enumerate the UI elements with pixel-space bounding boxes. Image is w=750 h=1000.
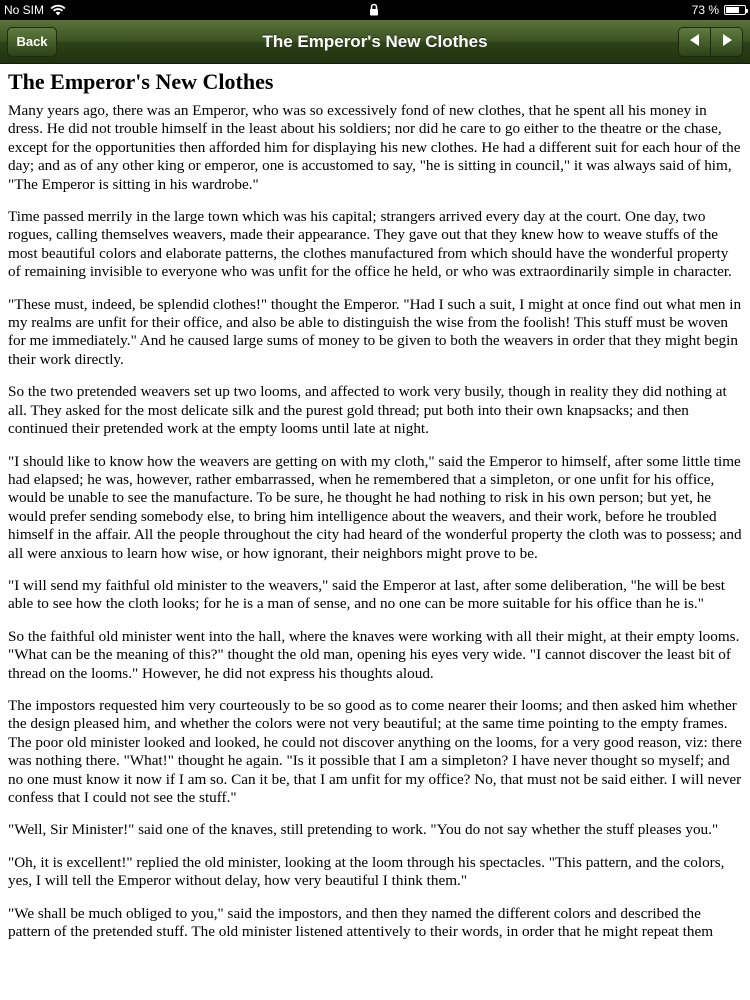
paragraph: So the two pretended weavers set up two looms, and affected to work very busily, though in reality they did nothing at all. They asked for the most delicate silk and the purest gold thread; put both into their own knapsacks; and then continued their pretended work at the empty looms until late at night. — [8, 383, 727, 438]
nav-title: The Emperor's New Clothes — [262, 32, 488, 51]
carrier-group — [4, 3, 66, 17]
wifi-icon — [50, 4, 66, 16]
paragraph: "Oh, it is excellent!" replied the old minister, looking at the loom through his spectacles. "This pattern, and the colors, yes, I will tell the Emperor without delay, how very beautiful I think them." — [8, 853, 725, 890]
paragraph: "I should like to know how the weavers are getting on with my cloth," said the Emperor to himself, after some little time had elapsed; he was, however, rather embarrassed, when he remembered that a simpleton, or one unfit for his office, would be unable to see the manufacture. To be sure, he thought he had nothing to risk in his own person; but yet, he would prefer sending somebody else, to bring him intelligence about the weavers, and their work, before he troubled himself in the affair. All the people throughout the city had heard of the wonderful property the cloth was to possess; and all were anxious to learn how wise, or how ignorant, their neighbors might prove to be. — [8, 452, 742, 562]
battery-icon — [724, 5, 746, 15]
back-button[interactable]: Back — [7, 27, 57, 57]
battery-level — [726, 7, 739, 13]
page-nav-segment — [678, 27, 743, 57]
paragraph: "I will send my faithful old minister to the weavers," said the Emperor at last, after some deliberation, "he will be best able to see how the cloth looks; for he is a man of sense, and no one can be more suitable for his office than he is." — [8, 576, 726, 613]
paragraph: "We shall be much obliged to you," said the impostors, and then they named the different colors and described the pattern of the pretended stuff. The old minister listened attentively to their words, in order that he might repeat them — [8, 904, 714, 941]
previous-page-button[interactable] — [679, 28, 710, 56]
navigation-bar — [0, 20, 750, 64]
lock-icon — [369, 3, 379, 19]
next-page-button[interactable] — [710, 28, 742, 56]
left-arrow-icon — [688, 33, 702, 52]
article-content — [0, 64, 750, 1000]
paragraph: The impostors requested him very courteously to be so good as to come nearer their looms; and then asked him whether the design pleased him, and whether the colors were not very beautiful; at the same time pointing to the empty frames. The poor old minister looked and looked, he could not discover anything on the looms, for a very good reason, viz: there was nothing there. "What!" thought he again. "Is it possible that I am a simpleton? I have never thought so myself; and no one must know it now if I am so. Can it be, that I am unfit for my office? No, that must not be said either. I will never confess that I could not see the stuff." — [8, 696, 742, 806]
battery-group — [692, 3, 746, 17]
status-bar — [0, 0, 750, 20]
article-title: The Emperor's New Clothes — [8, 69, 274, 94]
carrier-label: No SIM — [4, 3, 45, 17]
paragraph: Time passed merrily in the large town which was his capital; strangers arrived every day at the court. One day, two rogues, calling themselves weavers, made their appearance. They gave out that they knew how to weave stuffs of the most beautiful colors and elaborate patterns, the clothes manufactured from which should have the wonderful property of remaining invisible to everyone who was unfit for the office he held, or who was extraordinarily simple in character. — [8, 208, 732, 281]
battery-label: 73 % — [691, 3, 719, 17]
paragraph: Many years ago, there was an Emperor, who was so excessively fond of new clothes, that he spent all his money in dress. He did not trouble himself in the least about his soldiers; nor did he care to go either to the theatre or the chase, except for the opportunities then afforded him for displaying his new clothes. He had a different suit for each hour of the day; and as of any other king or emperor, one is accustomed to say, "he is sitting in council," it was always said of him, "The Emperor is sitting in his wardrobe." — [8, 102, 741, 193]
paragraph: "Well, Sir Minister!" said one of the knaves, still pretending to work. "You do not say whether the stuff pleases you." — [8, 821, 719, 839]
right-arrow-icon — [720, 33, 734, 52]
paragraph: "These must, indeed, be splendid clothes!" thought the Emperor. "Had I such a suit, I might at once find out what men in my realms are unfit for their office, and also be able to distinguish the wise from the foolish! This stuff must be woven for me immediately." And he caused large sums of money to be given to both the weavers in order that they might begin their work directly. — [8, 295, 742, 368]
paragraph: So the faithful old minister went into the hall, where the knaves were working with all their might, at their empty looms. "What can be the meaning of this?" thought the old man, opening his eyes very wide. "I cannot discover the least bit of thread on the looms." However, he did not express his thoughts aloud. — [8, 627, 740, 682]
